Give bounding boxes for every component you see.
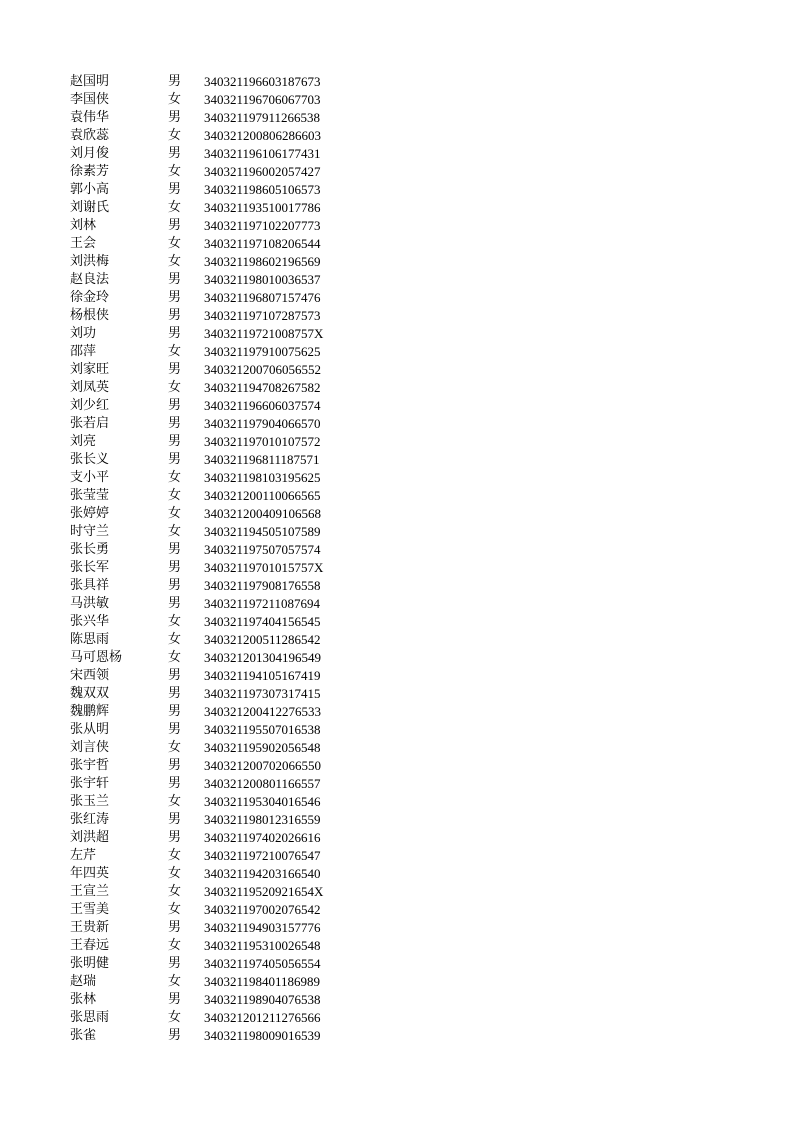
id-number-cell: 340321197908176558 [204, 578, 321, 593]
id-number-cell: 340321197102207773 [204, 218, 321, 233]
gender-cell: 女 [168, 92, 182, 107]
name-cell: 张具祥 [70, 578, 110, 593]
gender-cell: 女 [168, 254, 182, 269]
id-number-cell: 34032119520921654X [204, 884, 324, 899]
id-number-cell: 340321198904076538 [204, 992, 321, 1007]
gender-cell: 女 [168, 884, 182, 899]
gender-cell: 男 [168, 920, 182, 935]
id-number-cell: 340321200706056552 [204, 362, 321, 377]
id-number-cell: 340321197404156545 [204, 614, 321, 629]
id-number-cell: 34032119721008757X [204, 326, 324, 341]
gender-cell: 女 [168, 164, 182, 179]
name-cell: 徐金玲 [70, 290, 110, 305]
table-row [70, 991, 370, 1009]
id-number-cell: 340321197010107572 [204, 434, 321, 449]
name-cell: 年四英 [70, 866, 110, 881]
id-number-cell: 340321195902056548 [204, 740, 321, 755]
table-row [70, 865, 370, 883]
table-row [70, 253, 370, 271]
table-row [70, 379, 370, 397]
name-cell: 左芹 [70, 848, 97, 863]
name-cell: 宋西领 [70, 668, 110, 683]
id-number-cell: 340321200801166557 [204, 776, 321, 791]
gender-cell: 女 [168, 344, 182, 359]
name-cell: 张雀 [70, 1028, 97, 1043]
gender-cell: 女 [168, 848, 182, 863]
table-row [70, 1009, 370, 1027]
id-number-cell: 340321200110066565 [204, 488, 321, 503]
gender-cell: 女 [168, 794, 182, 809]
gender-cell: 男 [168, 182, 182, 197]
gender-cell: 女 [168, 650, 182, 665]
gender-cell: 女 [168, 866, 182, 881]
name-cell: 郭小高 [70, 182, 110, 197]
gender-cell: 女 [168, 938, 182, 953]
id-number-cell: 340321200511286542 [204, 632, 321, 647]
name-cell: 王会 [70, 236, 97, 251]
gender-cell: 男 [168, 578, 182, 593]
id-number-cell: 340321200412276533 [204, 704, 321, 719]
name-cell: 刘少红 [70, 398, 110, 413]
gender-cell: 男 [168, 812, 182, 827]
table-row [70, 91, 370, 109]
name-cell: 马可恩杨 [70, 650, 123, 665]
id-number-cell: 340321194203166540 [204, 866, 321, 881]
id-number-cell: 340321196002057427 [204, 164, 321, 179]
id-number-cell: 340321196811187571 [204, 452, 320, 467]
table-row [70, 325, 370, 343]
gender-cell: 女 [168, 236, 182, 251]
id-number-cell: 340321195304016546 [204, 794, 321, 809]
id-number-cell: 340321201211276566 [204, 1010, 321, 1025]
table-row [70, 667, 370, 685]
id-number-cell: 340321200806286603 [204, 128, 321, 143]
gender-cell: 女 [168, 506, 182, 521]
name-cell: 张兴华 [70, 614, 110, 629]
id-number-cell: 340321196807157476 [204, 290, 321, 305]
id-number-cell: 340321197904066570 [204, 416, 321, 431]
name-cell: 张宇轩 [70, 776, 110, 791]
name-cell: 魏鹏辉 [70, 704, 110, 719]
table-row [70, 721, 370, 739]
table-row [70, 235, 370, 253]
table-row [70, 577, 370, 595]
name-cell: 王贵新 [70, 920, 110, 935]
id-number-cell: 340321201304196549 [204, 650, 321, 665]
name-cell: 张宇哲 [70, 758, 110, 773]
id-number-cell: 340321194105167419 [204, 668, 321, 683]
gender-cell: 男 [168, 686, 182, 701]
gender-cell: 男 [168, 326, 182, 341]
id-number-cell: 340321198009016539 [204, 1028, 321, 1043]
table-row [70, 361, 370, 379]
table-row [70, 649, 370, 667]
gender-cell: 男 [168, 992, 182, 1007]
id-number-cell: 340321197108206544 [204, 236, 321, 251]
table-row [70, 775, 370, 793]
id-number-cell: 340321198401186989 [204, 974, 321, 989]
gender-cell: 男 [168, 668, 182, 683]
name-cell: 张长义 [70, 452, 110, 467]
name-cell: 邵萍 [70, 344, 97, 359]
gender-cell: 女 [168, 524, 182, 539]
table-row [70, 541, 370, 559]
table-row [70, 469, 370, 487]
name-cell: 王宣兰 [70, 884, 110, 899]
name-cell: 张若启 [70, 416, 110, 431]
table-row [70, 397, 370, 415]
table-row [70, 703, 370, 721]
table-row [70, 613, 370, 631]
table-row [70, 289, 370, 307]
id-number-cell: 340321193510017786 [204, 200, 321, 215]
id-number-cell: 34032119701015757X [204, 560, 324, 575]
gender-cell: 女 [168, 128, 182, 143]
gender-cell: 男 [168, 956, 182, 971]
id-number-cell: 340321195310026548 [204, 938, 321, 953]
gender-cell: 男 [168, 722, 182, 737]
table-row [70, 217, 370, 235]
table-row [70, 883, 370, 901]
id-number-cell: 340321194903157776 [204, 920, 321, 935]
gender-cell: 男 [168, 110, 182, 125]
person-list-table [70, 73, 370, 1045]
gender-cell: 女 [168, 632, 182, 647]
gender-cell: 男 [168, 146, 182, 161]
id-number-cell: 340321198103195625 [204, 470, 321, 485]
table-row [70, 307, 370, 325]
gender-cell: 女 [168, 470, 182, 485]
table-row [70, 505, 370, 523]
table-row [70, 829, 370, 847]
table-row [70, 739, 370, 757]
name-cell: 张红涛 [70, 812, 110, 827]
table-row [70, 145, 370, 163]
name-cell: 马洪敏 [70, 596, 110, 611]
gender-cell: 男 [168, 290, 182, 305]
id-number-cell: 340321197911266538 [204, 110, 321, 125]
table-row [70, 163, 370, 181]
gender-cell: 男 [168, 776, 182, 791]
gender-cell: 男 [168, 74, 182, 89]
name-cell: 支小平 [70, 470, 110, 485]
id-number-cell: 340321200702066550 [204, 758, 321, 773]
id-number-cell: 340321196106177431 [204, 146, 321, 161]
table-row [70, 757, 370, 775]
name-cell: 张莹莹 [70, 488, 110, 503]
name-cell: 刘言侠 [70, 740, 110, 755]
table-row [70, 199, 370, 217]
name-cell: 刘林 [70, 218, 97, 233]
gender-cell: 男 [168, 758, 182, 773]
table-row [70, 901, 370, 919]
gender-cell: 男 [168, 596, 182, 611]
name-cell: 刘洪梅 [70, 254, 110, 269]
gender-cell: 女 [168, 974, 182, 989]
name-cell: 时守兰 [70, 524, 110, 539]
name-cell: 刘谢氏 [70, 200, 110, 215]
table-row [70, 847, 370, 865]
gender-cell: 男 [168, 434, 182, 449]
table-row [70, 487, 370, 505]
name-cell: 赵瑞 [70, 974, 97, 989]
name-cell: 张林 [70, 992, 97, 1007]
table-row [70, 523, 370, 541]
id-number-cell: 340321196603187673 [204, 74, 321, 89]
gender-cell: 男 [168, 560, 182, 575]
name-cell: 张明健 [70, 956, 110, 971]
name-cell: 张从明 [70, 722, 110, 737]
name-cell: 刘亮 [70, 434, 97, 449]
id-number-cell: 340321197402026616 [204, 830, 321, 845]
name-cell: 刘洪超 [70, 830, 110, 845]
table-row [70, 973, 370, 991]
table-row [70, 793, 370, 811]
id-number-cell: 340321196606037574 [204, 398, 321, 413]
id-number-cell: 340321197002076542 [204, 902, 321, 917]
gender-cell: 男 [168, 308, 182, 323]
name-cell: 杨根侠 [70, 308, 110, 323]
gender-cell: 男 [168, 362, 182, 377]
table-row [70, 451, 370, 469]
id-number-cell: 340321197107287573 [204, 308, 321, 323]
table-row [70, 73, 370, 91]
id-number-cell: 340321197405056554 [204, 956, 321, 971]
name-cell: 王雪美 [70, 902, 110, 917]
id-number-cell: 340321197210076547 [204, 848, 321, 863]
table-row [70, 955, 370, 973]
id-number-cell: 340321200409106568 [204, 506, 321, 521]
id-number-cell: 340321197507057574 [204, 542, 321, 557]
id-number-cell: 340321198602196569 [204, 254, 321, 269]
id-number-cell: 340321196706067703 [204, 92, 321, 107]
id-number-cell: 340321197307317415 [204, 686, 321, 701]
gender-cell: 女 [168, 614, 182, 629]
gender-cell: 女 [168, 902, 182, 917]
id-number-cell: 340321198012316559 [204, 812, 321, 827]
table-row [70, 127, 370, 145]
table-row [70, 631, 370, 649]
gender-cell: 男 [168, 830, 182, 845]
table-row [70, 559, 370, 577]
table-row [70, 415, 370, 433]
id-number-cell: 340321194505107589 [204, 524, 321, 539]
table-row [70, 937, 370, 955]
name-cell: 王春远 [70, 938, 110, 953]
table-row [70, 811, 370, 829]
gender-cell: 男 [168, 218, 182, 233]
name-cell: 徐素芳 [70, 164, 110, 179]
table-row [70, 685, 370, 703]
name-cell: 刘凤英 [70, 380, 110, 395]
gender-cell: 女 [168, 200, 182, 215]
gender-cell: 男 [168, 416, 182, 431]
gender-cell: 女 [168, 740, 182, 755]
name-cell: 刘月俊 [70, 146, 110, 161]
name-cell: 刘功 [70, 326, 97, 341]
gender-cell: 女 [168, 488, 182, 503]
name-cell: 张婷婷 [70, 506, 110, 521]
gender-cell: 男 [168, 272, 182, 287]
table-row [70, 919, 370, 937]
id-number-cell: 340321198010036537 [204, 272, 321, 287]
gender-cell: 男 [168, 1028, 182, 1043]
name-cell: 张长军 [70, 560, 110, 575]
name-cell: 刘家旺 [70, 362, 110, 377]
name-cell: 张玉兰 [70, 794, 110, 809]
table-row [70, 181, 370, 199]
gender-cell: 男 [168, 704, 182, 719]
table-row [70, 271, 370, 289]
gender-cell: 男 [168, 452, 182, 467]
table-row [70, 433, 370, 451]
gender-cell: 男 [168, 398, 182, 413]
gender-cell: 女 [168, 1010, 182, 1025]
name-cell: 李国侠 [70, 92, 110, 107]
name-cell: 魏双双 [70, 686, 110, 701]
gender-cell: 女 [168, 380, 182, 395]
name-cell: 张思雨 [70, 1010, 110, 1025]
id-number-cell: 340321197211087694 [204, 596, 321, 611]
name-cell: 袁伟华 [70, 110, 110, 125]
id-number-cell: 340321195507016538 [204, 722, 321, 737]
name-cell: 赵国明 [70, 74, 110, 89]
table-row [70, 595, 370, 613]
table-row [70, 1027, 370, 1045]
id-number-cell: 340321198605106573 [204, 182, 321, 197]
name-cell: 赵良法 [70, 272, 110, 287]
id-number-cell: 340321194708267582 [204, 380, 321, 395]
gender-cell: 男 [168, 542, 182, 557]
name-cell: 陈思雨 [70, 632, 110, 647]
id-number-cell: 340321197910075625 [204, 344, 321, 359]
name-cell: 袁欣蕊 [70, 128, 110, 143]
name-cell: 张长勇 [70, 542, 110, 557]
table-row [70, 109, 370, 127]
table-row [70, 343, 370, 361]
